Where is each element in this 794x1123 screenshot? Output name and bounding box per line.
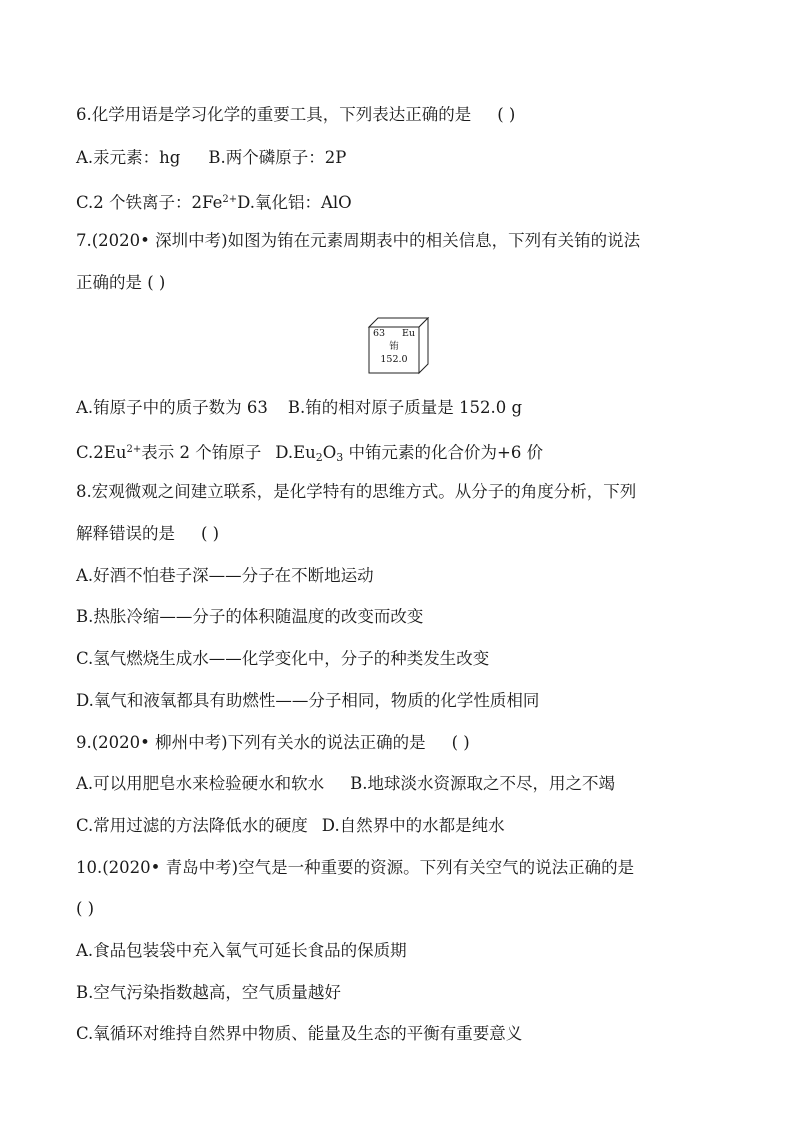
q10-stem-line1: 10.(2020• 青岛中考)空气是一种重要的资源。下列有关空气的说法正确的是 [76, 858, 635, 877]
q7-option-c: $C.2Eu^{2+}$表示 2 个铕原子 [76, 443, 262, 462]
q9-stem-line [76, 731, 470, 755]
q8-option-a: A.好酒不怕巷子深——分子在不断地运动 [76, 566, 374, 585]
q6-stem-line [76, 103, 515, 127]
q6-option-a: A.汞元素：hg [76, 148, 181, 167]
q9-option-b: B.地球淡水资源取之不尽，用之不竭 [350, 774, 616, 793]
q6-option-d: D.氧化铝：AlO [237, 193, 352, 212]
q9-option-a: A.可以用肥皂水来检验硬水和软水 [76, 774, 325, 793]
q8-stem: 解释错误的是 [76, 524, 175, 543]
q8-option-b: B.热胀冷缩——分子的体积随温度的改变而改变 [76, 607, 424, 626]
q6-answer-paren: ( ) [497, 105, 516, 124]
q10-option-c: C.氧循环对维持自然界中物质、能量及生态的平衡有重要意义 [76, 1024, 523, 1043]
q6-option-c: C.2 个铁离子：$2Fe^{2+}$ [76, 193, 238, 212]
element-symbol: Eu [401, 328, 415, 339]
q8-stem-line2 [76, 522, 219, 546]
q7-option-d: $D.Eu_2O_3$ 中铕元素的化合价为+6 价 [275, 443, 544, 464]
q7-options-cd [76, 438, 543, 470]
q8-option-d: D.氧气和液氧都具有助燃性——分子相同，物质的化学性质相同 [76, 691, 540, 710]
q6-options-ab [76, 146, 346, 170]
q6-stem: 6.化学用语是学习化学的重要工具，下列表达正确的是 [76, 105, 472, 124]
q9-stem: 9.(2020• 柳州中考)下列有关水的说法正确的是 [76, 733, 426, 752]
element-tile-europium [367, 317, 431, 375]
q7-stem-line1: 7.(2020• 深圳中考)如图为铕在元素周期表中的相关信息，下列有关铕的说法 [76, 231, 641, 250]
q6-option-b: B.两个磷原子：2P [208, 148, 347, 167]
q10-option-b: B.空气污染指数越高，空气质量越好 [76, 983, 341, 1002]
q9-option-c: C.常用过滤的方法降低水的硬度 [76, 816, 308, 835]
q7-options-ab [76, 396, 522, 420]
q7-option-a: A.铕原子中的质子数为 63 [76, 398, 268, 417]
q8-answer-paren: ( ) [201, 524, 220, 543]
element-atomic-mass: 152.0 [380, 354, 408, 365]
q10-option-a: A.食品包装袋中充入氧气可延长食品的保质期 [76, 941, 407, 960]
q8-option-c: C.氢气燃烧生成水——化学变化中，分子的种类发生改变 [76, 649, 490, 668]
q8-stem-line1: 8.宏观微观之间建立联系，是化学特有的思维方式。从分子的角度分析，下列 [76, 482, 637, 501]
q7-stem-line2: 正确的是 ( ) [76, 273, 166, 292]
q7-option-b: B.铕的相对原子质量是 152.0 g [287, 398, 523, 417]
element-tile-text [369, 327, 419, 366]
q10-answer-paren: ( ) [76, 899, 95, 918]
q9-answer-paren: ( ) [451, 733, 470, 752]
q9-option-d: D.自然界中的水都是纯水 [321, 816, 505, 835]
element-atomic-number: 63 [373, 328, 386, 339]
q9-options-ab [76, 772, 615, 796]
q9-options-cd [76, 814, 505, 838]
q6-options-cd [76, 188, 352, 215]
element-name: 铕 [389, 341, 399, 352]
